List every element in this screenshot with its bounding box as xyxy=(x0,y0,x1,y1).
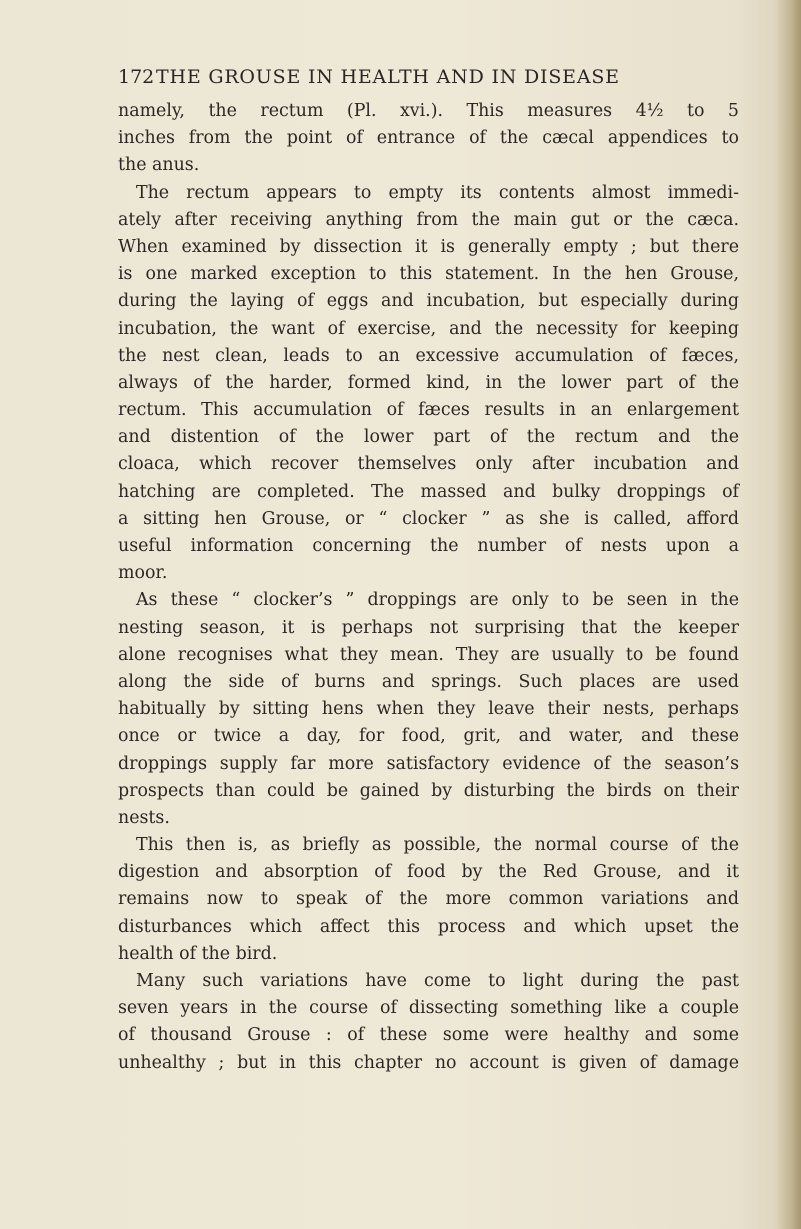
text-line: incubation, the want of exercise, and the necessity for keeping xyxy=(118,318,739,339)
text-line: cloaca, which recover themselves only after incubation and xyxy=(118,454,739,475)
text-line: ately after receiving anything from the main gut or the cæca. xyxy=(118,209,739,230)
page-edge-shadow xyxy=(775,0,801,1229)
running-head: THE GROUSE IN HEALTH AND IN DISEASE xyxy=(156,66,620,88)
text-line: rectum. This accumulation of fæces results in an enlargement xyxy=(118,400,739,421)
page-header xyxy=(118,62,743,92)
text-line: is one marked exception to this statement. In the hen Grouse, xyxy=(118,264,739,285)
text-line: useful information concerning the number of nests upon a xyxy=(118,536,739,556)
text-line: hatching are completed. The massed and bulky droppings of xyxy=(118,481,739,502)
text-line: As these “ clocker’s ” droppings are only to be seen in the xyxy=(136,590,739,611)
text-line: Many such variations have come to light during the past xyxy=(136,971,739,991)
text-line: digestion and absorption of food by the Red Grouse, and it xyxy=(118,862,739,883)
text-line: seven years in the course of dissecting something like a couple xyxy=(118,998,739,1019)
text-line: The rectum appears to empty its contents almost immedi- xyxy=(136,182,739,203)
text-line: along the side of burns and springs. Such places are used xyxy=(118,671,739,692)
text-line: unhealthy ; but in this chapter no account is given of damage xyxy=(118,1052,739,1073)
text-line: the anus. xyxy=(118,155,200,176)
text-line: during the laying of eggs and incubation, but especially during xyxy=(118,291,739,312)
text-line: always of the harder, formed kind, in the lower part of the xyxy=(118,372,739,393)
text-line: and distention of the lower part of the rectum and the xyxy=(118,427,739,448)
text-line: disturbances which affect this process and which upset the xyxy=(118,916,739,937)
text-line: once or twice a day, for food, grit, and water, and these xyxy=(118,726,739,747)
text-line: inches from the point of entrance of the cæcal appendices to xyxy=(118,128,739,149)
text-line: nests. xyxy=(118,807,170,828)
text-line: a sitting hen Grouse, or “ clocker ” as she is called, afford xyxy=(118,508,739,529)
text-line: nesting season, it is perhaps not surprising that the keeper xyxy=(118,617,739,638)
text-line: prospects than could be gained by disturbing the birds on their xyxy=(118,780,739,801)
text-line: the nest clean, leads to an excessive accumulation of fæces, xyxy=(118,345,739,366)
text-line: namely, the rectum (Pl. xvi.). This measures 4½ to 5 xyxy=(118,101,739,121)
text-line: droppings supply far more satisfactory evidence of the season’s xyxy=(118,753,739,774)
text-line: When examined by dissection it is generally empty ; but there xyxy=(118,236,739,257)
text-line: alone recognises what they mean. They are usually to be found xyxy=(118,644,739,665)
text-line: habitually by sitting hens when they leave their nests, perhaps xyxy=(118,699,739,720)
text-line: This then is, as briefly as possible, the normal course of the xyxy=(136,835,739,856)
text-line: remains now to speak of the more common variations and xyxy=(118,889,739,910)
text-line: of thousand Grouse : of these some were healthy and some xyxy=(118,1025,739,1046)
body-text xyxy=(118,98,739,1077)
text-line: moor. xyxy=(118,563,168,584)
text-line: health of the bird. xyxy=(118,943,278,964)
page-number: 172 xyxy=(118,66,155,88)
